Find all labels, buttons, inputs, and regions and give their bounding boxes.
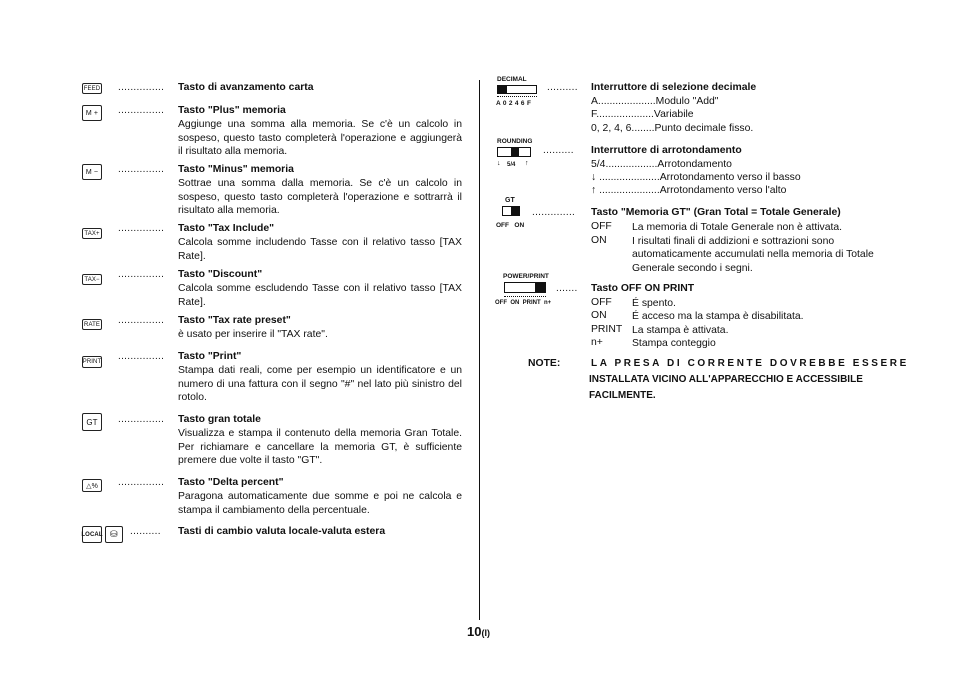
leader-dots: ............... bbox=[118, 477, 165, 488]
decimal-title: Interruttore di selezione decimale bbox=[591, 82, 757, 93]
leader-dots: .............. bbox=[532, 207, 576, 218]
item-desc-grand-total: Visualizza e stampa il contenuto della memoria Gran Totale. Per richiamare e cancellare la memoria GT, è sufficiente premere due volte il tasto "GT". bbox=[178, 428, 462, 467]
gt-row-key: ON bbox=[591, 235, 607, 246]
leader-dots: .......... bbox=[130, 526, 161, 537]
item-title-tax-include: Tasto "Tax Include" bbox=[178, 223, 275, 234]
gt-row-value: I risultati finali di addizioni e sottrazioni sono automaticamente accumulati nella memoria di Totale Generale secondo i segni. bbox=[632, 236, 874, 274]
rounding-line: 5/4..................Arrotondamento bbox=[591, 159, 732, 170]
item-title-memory-plus: Tasto "Plus" memoria bbox=[178, 105, 286, 116]
memory-plus-key-icon: M + bbox=[82, 105, 102, 121]
gt-key-icon: GT bbox=[82, 413, 102, 431]
note-label: NOTE: bbox=[528, 358, 561, 369]
delta-percent-key-icon: △% bbox=[82, 479, 102, 492]
gt-row-key: OFF bbox=[591, 221, 612, 232]
leader-dots: .......... bbox=[547, 82, 578, 93]
decimal-line: F....................Variabile bbox=[591, 109, 694, 120]
item-desc-memory-minus: Sottrae una somma dalla memoria. Se c'è un calcolo in sospeso, questo tasto completerà l'operazione e sottrarrà il risultato alla memoria. bbox=[178, 178, 462, 217]
item-title-tax-rate: Tasto "Tax rate preset" bbox=[178, 315, 291, 326]
leader-dots: ............... bbox=[118, 105, 165, 116]
gt-switch-icon bbox=[496, 197, 530, 233]
rounding-switch-label: ROUNDING bbox=[497, 138, 533, 145]
item-title-delta-percent: Tasto "Delta percent" bbox=[178, 477, 284, 488]
note-line-1: LA PRESA DI CORRENTE DOVREBBE ESSERE bbox=[591, 358, 909, 369]
leader-dots: ............... bbox=[118, 223, 165, 234]
print-key-icon: PRINT bbox=[82, 356, 102, 368]
power-title: Tasto OFF ON PRINT bbox=[591, 283, 695, 294]
leader-dots: ....... bbox=[556, 283, 578, 294]
memory-minus-key-icon: M − bbox=[82, 164, 102, 180]
rounding-switch-icon: ROUNDING ↓ 5/4 ↑ bbox=[497, 138, 533, 168]
decimal-line: 0, 2, 4, 6........Punto decimale fisso. bbox=[591, 123, 754, 134]
power-row-key: PRINT bbox=[591, 324, 623, 335]
note-line-2: INSTALLATA VICINO ALL'APPARECCHIO E ACCESSIBILE bbox=[589, 374, 863, 385]
power-row-key: OFF bbox=[591, 297, 612, 308]
local-key-icon: LOCAL bbox=[82, 526, 102, 543]
tax-minus-key-icon: TAX− bbox=[82, 274, 102, 285]
decimal-switch-label: DECIMAL bbox=[497, 76, 527, 83]
decimal-switch-scale: A 0 2 4 6 F bbox=[496, 100, 532, 107]
leader-dots: ............... bbox=[118, 269, 165, 280]
power-row-value: É spento. bbox=[632, 298, 676, 309]
item-title-discount: Tasto "Discount" bbox=[178, 269, 263, 280]
note-line-3: FACILMENTE. bbox=[589, 390, 656, 401]
item-title-memory-minus: Tasto "Minus" memoria bbox=[178, 164, 294, 175]
rounding-switch-scale: 5/4 bbox=[507, 162, 516, 168]
power-print-switch-label: POWER/PRINT bbox=[503, 273, 549, 280]
power-print-switch-scale: OFF ON PRINT n+ bbox=[495, 300, 552, 306]
power-row-value: É acceso ma la stampa è disabilitata. bbox=[632, 311, 804, 322]
page-number-value: 10 bbox=[467, 624, 482, 639]
leader-dots: ............... bbox=[118, 351, 165, 362]
leader-dots: ............... bbox=[118, 315, 165, 326]
item-title-currency: Tasti di cambio valuta locale-valuta estera bbox=[178, 526, 386, 537]
gt-switch-scale: OFF ON bbox=[496, 222, 525, 229]
leader-dots: ............... bbox=[118, 164, 165, 175]
column-divider bbox=[479, 80, 480, 620]
gt-title: Tasto "Memoria GT" (Gran Total = Totale Generale) bbox=[591, 207, 841, 218]
decimal-switch-icon bbox=[496, 76, 544, 112]
item-desc-memory-plus: Aggiunge una somma alla memoria. Se c'è un calcolo in sospeso, questo tasto completerà l'operazione e aggiungerà il risultato alla memoria. bbox=[178, 119, 462, 158]
item-desc-discount: Calcola somme escludendo Tasse con il relativo tasso [TAX Rate]. bbox=[178, 283, 462, 308]
decimal-line: A....................Modulo "Add" bbox=[591, 96, 719, 107]
rounding-line: ↑ .....................Arrotondamento verso l'alto bbox=[591, 185, 787, 196]
tax-plus-key-icon: TAX+ bbox=[82, 228, 102, 239]
leader-dots: ............... bbox=[118, 82, 165, 93]
rate-key-icon: RATE bbox=[82, 319, 102, 330]
currency-key-icon: ⛁ bbox=[105, 526, 123, 543]
item-desc-tax-include: Calcola somme includendo Tasse con il relativo tasso [TAX Rate]. bbox=[178, 237, 462, 262]
power-row-value: La stampa è attivata. bbox=[632, 325, 729, 336]
gt-row-value: La memoria di Totale Generale non è attivata. bbox=[632, 222, 843, 233]
item-title-feed: Tasto di avanzamento carta bbox=[178, 82, 314, 93]
item-desc-print: Stampa dati reali, come per esempio un identificatore e un numero di una fattura con il segno "#" nel lato più sinistro del rotolo. bbox=[178, 365, 462, 404]
page-number bbox=[467, 624, 490, 639]
gt-switch-label: GT bbox=[505, 197, 515, 204]
rounding-title: Interruttore di arrotondamento bbox=[591, 145, 742, 156]
feed-key-icon: FEED bbox=[82, 83, 102, 94]
power-row-value: Stampa conteggio bbox=[632, 338, 716, 349]
item-desc-delta-percent: Paragona automaticamente due somme e poi ne calcola e stampa il cambiamento della percentuale. bbox=[178, 491, 462, 516]
leader-dots: .......... bbox=[543, 145, 574, 156]
item-title-grand-total: Tasto gran totale bbox=[178, 414, 261, 425]
item-desc-tax-rate: è usato per inserire il "TAX rate". bbox=[178, 329, 328, 340]
power-row-key: ON bbox=[591, 310, 607, 321]
leader-dots: ............... bbox=[118, 414, 165, 425]
item-title-print: Tasto "Print" bbox=[178, 351, 242, 362]
power-row-key: n+ bbox=[591, 337, 603, 348]
rounding-line: ↓ .....................Arrotondamento verso il basso bbox=[591, 172, 801, 183]
page-number-suffix: (I) bbox=[481, 628, 490, 638]
